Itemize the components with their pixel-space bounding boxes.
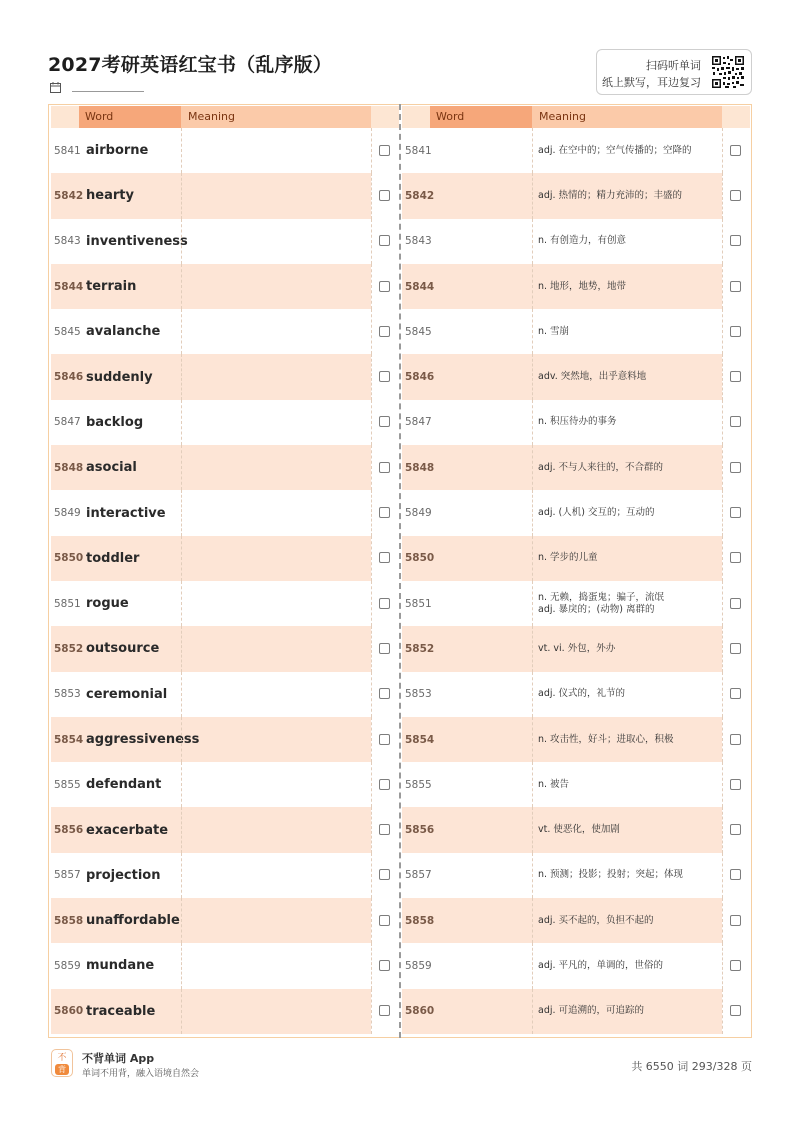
table-row xyxy=(402,853,750,898)
row-number: 5841 xyxy=(405,144,432,157)
checkbox-icon[interactable] xyxy=(730,598,741,609)
column-separator xyxy=(181,943,182,988)
column-separator xyxy=(181,626,182,671)
word-text: airborne xyxy=(86,143,149,159)
word-text: exacerbate xyxy=(86,822,169,838)
checkbox-icon[interactable] xyxy=(379,552,390,563)
row-number: 5850 xyxy=(54,552,84,565)
header-check xyxy=(371,106,399,128)
column-separator xyxy=(181,173,182,218)
right-panel xyxy=(402,106,750,1034)
checkbox-icon[interactable] xyxy=(379,190,390,201)
word-text: toddler xyxy=(86,550,140,566)
table-row xyxy=(402,943,750,988)
word-text: asocial xyxy=(86,460,137,476)
table-row xyxy=(402,400,750,445)
word-text: aggressiveness xyxy=(86,732,200,747)
header-meaning: Meaning xyxy=(181,106,371,128)
table-row xyxy=(402,989,750,1034)
page-info: 共 6550 词 293/328 页 xyxy=(631,1060,752,1073)
table-row xyxy=(402,536,750,581)
table-row xyxy=(51,989,399,1034)
checkbox-icon[interactable] xyxy=(379,734,390,745)
table-row xyxy=(402,490,750,535)
column-separator xyxy=(181,807,182,852)
table-row xyxy=(402,219,750,264)
table-row xyxy=(402,128,750,173)
row-number: 5843 xyxy=(54,235,81,248)
row-number: 5851 xyxy=(54,597,81,610)
meaning-text: vt. vi. 外包，外办 xyxy=(538,642,616,654)
row-number: 5846 xyxy=(54,371,84,384)
checkbox-icon[interactable] xyxy=(730,824,741,835)
table-row xyxy=(51,219,399,264)
column-separator xyxy=(181,490,182,535)
row-number: 5842 xyxy=(54,189,84,202)
column-separator xyxy=(181,264,182,309)
checkbox-icon[interactable] xyxy=(379,416,390,427)
word-text: defendant xyxy=(86,777,162,793)
checkbox-icon[interactable] xyxy=(379,326,390,337)
table-row xyxy=(402,898,750,943)
meaning-text: n. 学步的儿童 xyxy=(538,552,598,564)
meaning-text: n. 预测；投影；投射；突起；体现 xyxy=(538,869,684,881)
row-number: 5855 xyxy=(405,778,432,791)
row-number: 5854 xyxy=(54,733,84,746)
column-separator xyxy=(532,354,533,399)
checkbox-icon[interactable] xyxy=(730,145,741,156)
table-row xyxy=(51,762,399,807)
table-row xyxy=(51,309,399,354)
row-number: 5853 xyxy=(405,688,432,701)
word-text: backlog xyxy=(86,414,144,430)
table-row xyxy=(402,309,750,354)
row-number: 5859 xyxy=(405,959,432,972)
column-separator xyxy=(181,445,182,490)
calendar-icon xyxy=(50,82,61,93)
table-row xyxy=(402,354,750,399)
table-row xyxy=(51,853,399,898)
row-number: 5858 xyxy=(405,914,435,927)
checkbox-icon[interactable] xyxy=(730,281,741,292)
column-separator xyxy=(532,853,533,898)
word-text: interactive xyxy=(86,505,166,521)
checkbox-icon[interactable] xyxy=(379,598,390,609)
row-number: 5848 xyxy=(54,461,84,474)
meaning-text: n. 有创造力，有创意 xyxy=(538,235,627,247)
checkbox-icon[interactable] xyxy=(379,281,390,292)
app-logo xyxy=(51,1049,73,1077)
right-rows xyxy=(402,128,750,1034)
column-separator xyxy=(532,717,533,762)
table-row xyxy=(402,807,750,852)
table-row xyxy=(51,173,399,218)
column-separator xyxy=(181,354,182,399)
table-row xyxy=(402,264,750,309)
row-number: 5855 xyxy=(54,778,81,791)
column-separator xyxy=(532,536,533,581)
column-separator xyxy=(532,309,533,354)
row-number: 5853 xyxy=(54,688,81,701)
checkbox-icon[interactable] xyxy=(379,1005,390,1016)
row-number: 5850 xyxy=(405,552,435,565)
qr-card-line1: 扫码听单词 xyxy=(646,59,701,72)
column-separator xyxy=(532,490,533,535)
row-number: 5848 xyxy=(405,461,435,474)
table-row xyxy=(51,717,399,762)
word-text: hearty xyxy=(86,188,134,204)
table-row xyxy=(51,354,399,399)
table-row xyxy=(51,626,399,671)
left-panel xyxy=(51,106,399,1034)
meaning-text: adj. (人机) 交互的；互动的 xyxy=(538,507,655,519)
row-number: 5852 xyxy=(405,642,435,655)
column-separator xyxy=(532,989,533,1034)
column-separator xyxy=(181,309,182,354)
checkbox-icon[interactable] xyxy=(379,462,390,473)
checkbox-icon[interactable] xyxy=(379,915,390,926)
checkbox-icon[interactable] xyxy=(730,190,741,201)
column-separator xyxy=(532,762,533,807)
checkbox-icon[interactable] xyxy=(730,1005,741,1016)
column-separator xyxy=(532,264,533,309)
table-row xyxy=(51,898,399,943)
left-header xyxy=(51,106,399,128)
checkbox-icon[interactable] xyxy=(730,643,741,654)
table-row xyxy=(51,128,399,173)
table-row xyxy=(402,581,750,626)
meaning-text: adj. 不与人来往的，不合群的 xyxy=(538,461,664,473)
column-separator xyxy=(532,219,533,264)
checkbox-icon[interactable] xyxy=(730,734,741,745)
qr-card-line2: 纸上默写，耳边复习 xyxy=(602,76,701,89)
column-separator xyxy=(181,672,182,717)
column-separator xyxy=(181,219,182,264)
row-number: 5852 xyxy=(54,642,84,655)
header-check xyxy=(722,106,750,128)
word-text: mundane xyxy=(86,958,155,974)
checkbox-icon[interactable] xyxy=(730,416,741,427)
checkbox-icon[interactable] xyxy=(379,869,390,880)
row-number: 5857 xyxy=(405,869,432,882)
checkbox-icon[interactable] xyxy=(379,824,390,835)
logo-top-char: 不 xyxy=(57,1053,67,1063)
row-number: 5841 xyxy=(54,144,81,157)
qr-card[interactable] xyxy=(596,49,752,95)
checkbox-icon[interactable] xyxy=(379,235,390,246)
word-text: ceremonial xyxy=(86,686,168,702)
table-row xyxy=(402,173,750,218)
column-separator xyxy=(181,853,182,898)
row-number: 5843 xyxy=(405,235,432,248)
meaning-text: n. 无赖，捣蛋鬼；骗子，流氓 adj. 暴戾的；(动物) 离群的 xyxy=(538,591,665,615)
word-text: traceable xyxy=(86,1003,156,1019)
word-text: terrain xyxy=(86,279,137,295)
meaning-text: n. 地形，地势，地带 xyxy=(538,280,627,292)
word-text: avalanche xyxy=(86,324,161,340)
table-row xyxy=(51,264,399,309)
row-number: 5845 xyxy=(54,325,81,338)
checkbox-icon[interactable] xyxy=(379,960,390,971)
footer-app-name: 不背单词 App xyxy=(82,1052,155,1065)
column-separator xyxy=(181,400,182,445)
column-separator xyxy=(532,173,533,218)
table-row xyxy=(51,807,399,852)
row-number: 5844 xyxy=(405,280,435,293)
logo-bottom-char: 背 xyxy=(55,1064,69,1075)
checkbox-icon[interactable] xyxy=(730,688,741,699)
meaning-text: n. 被告 xyxy=(538,778,570,790)
column-separator xyxy=(181,989,182,1034)
column-separator xyxy=(532,807,533,852)
table-row xyxy=(51,581,399,626)
table-row xyxy=(51,490,399,535)
checkbox-icon[interactable] xyxy=(379,507,390,518)
footer-slogan: 单词不用背，融入语境自然会 xyxy=(82,1069,200,1079)
checkbox-icon[interactable] xyxy=(730,552,741,563)
qr-code-icon xyxy=(711,55,745,89)
meaning-text: adj. 可追溯的，可追踪的 xyxy=(538,1005,645,1017)
meaning-text: adv. 突然地，出乎意料地 xyxy=(538,371,647,383)
column-separator xyxy=(532,898,533,943)
table-row xyxy=(51,672,399,717)
column-separator xyxy=(532,581,533,626)
word-text: outsource xyxy=(86,641,160,657)
checkbox-icon[interactable] xyxy=(730,462,741,473)
row-number: 5842 xyxy=(405,189,435,202)
meaning-text: n. 雪崩 xyxy=(538,325,570,337)
table-row xyxy=(402,626,750,671)
right-header xyxy=(402,106,750,128)
column-separator xyxy=(181,717,182,762)
table-row xyxy=(402,672,750,717)
table-row xyxy=(51,536,399,581)
word-text: projection xyxy=(86,867,161,883)
column-separator xyxy=(181,536,182,581)
row-number: 5856 xyxy=(405,824,435,837)
checkbox-icon[interactable] xyxy=(730,326,741,337)
column-separator xyxy=(181,128,182,173)
column-separator xyxy=(532,626,533,671)
row-number: 5845 xyxy=(405,325,432,338)
meaning-text: adj. 热情的；精力充沛的；丰盛的 xyxy=(538,190,683,201)
row-number: 5847 xyxy=(54,416,81,429)
meaning-text: adj. 平凡的，单调的，世俗的 xyxy=(538,960,664,972)
row-number: 5858 xyxy=(54,914,84,927)
table-row xyxy=(51,400,399,445)
checkbox-icon[interactable] xyxy=(730,960,741,971)
left-rows xyxy=(51,128,399,1034)
row-number: 5859 xyxy=(54,959,81,972)
column-separator xyxy=(181,762,182,807)
column-separator xyxy=(181,581,182,626)
page-title: 2027考研英语红宝书（乱序版） xyxy=(48,54,333,76)
checkbox-icon[interactable] xyxy=(379,688,390,699)
row-number: 5860 xyxy=(54,1005,84,1018)
meaning-text: n. 积压待办的事务 xyxy=(538,416,617,428)
checkbox-icon[interactable] xyxy=(379,145,390,156)
word-text: inventiveness xyxy=(86,233,188,249)
checkbox-icon[interactable] xyxy=(379,643,390,654)
header-word: Word xyxy=(79,106,181,128)
meaning-text: adj. 在空中的；空气传播的；空降的 xyxy=(538,144,692,156)
column-separator xyxy=(181,898,182,943)
table-row xyxy=(402,717,750,762)
word-text: unaffordable xyxy=(86,913,180,929)
column-separator xyxy=(532,672,533,717)
checkbox-icon[interactable] xyxy=(379,371,390,382)
meaning-text: vt. 使恶化，使加剧 xyxy=(538,824,620,836)
meaning-text: adj. 仪式的，礼节的 xyxy=(538,688,626,700)
table-row xyxy=(402,445,750,490)
row-number: 5857 xyxy=(54,869,81,882)
checkbox-icon[interactable] xyxy=(730,235,741,246)
row-number: 5847 xyxy=(405,416,432,429)
column-separator xyxy=(532,128,533,173)
checkbox-icon[interactable] xyxy=(379,779,390,790)
header-word: Word xyxy=(430,106,532,128)
checkbox-icon[interactable] xyxy=(730,869,741,880)
table-row xyxy=(51,445,399,490)
word-text: suddenly xyxy=(86,369,153,385)
checkbox-icon[interactable] xyxy=(730,507,741,518)
row-number: 5849 xyxy=(54,507,81,520)
date-line[interactable] xyxy=(72,91,144,92)
row-number: 5844 xyxy=(54,280,84,293)
fold-divider xyxy=(399,104,401,1038)
row-number: 5854 xyxy=(405,733,435,746)
word-text: rogue xyxy=(86,596,129,612)
table-row xyxy=(51,943,399,988)
table-row xyxy=(402,762,750,807)
row-number: 5849 xyxy=(405,507,432,520)
column-separator xyxy=(532,445,533,490)
header-meaning: Meaning xyxy=(532,106,722,128)
meaning-text: n. 攻击性，好斗；进取心，积极 xyxy=(538,733,674,745)
column-separator xyxy=(532,400,533,445)
checkbox-icon[interactable] xyxy=(730,779,741,790)
checkbox-icon[interactable] xyxy=(730,371,741,382)
row-number: 5856 xyxy=(54,824,84,837)
column-separator xyxy=(532,943,533,988)
meaning-text: adj. 买不起的，负担不起的 xyxy=(538,914,654,926)
row-number: 5860 xyxy=(405,1005,435,1018)
row-number: 5851 xyxy=(405,597,432,610)
row-number: 5846 xyxy=(405,371,435,384)
checkbox-icon[interactable] xyxy=(730,915,741,926)
